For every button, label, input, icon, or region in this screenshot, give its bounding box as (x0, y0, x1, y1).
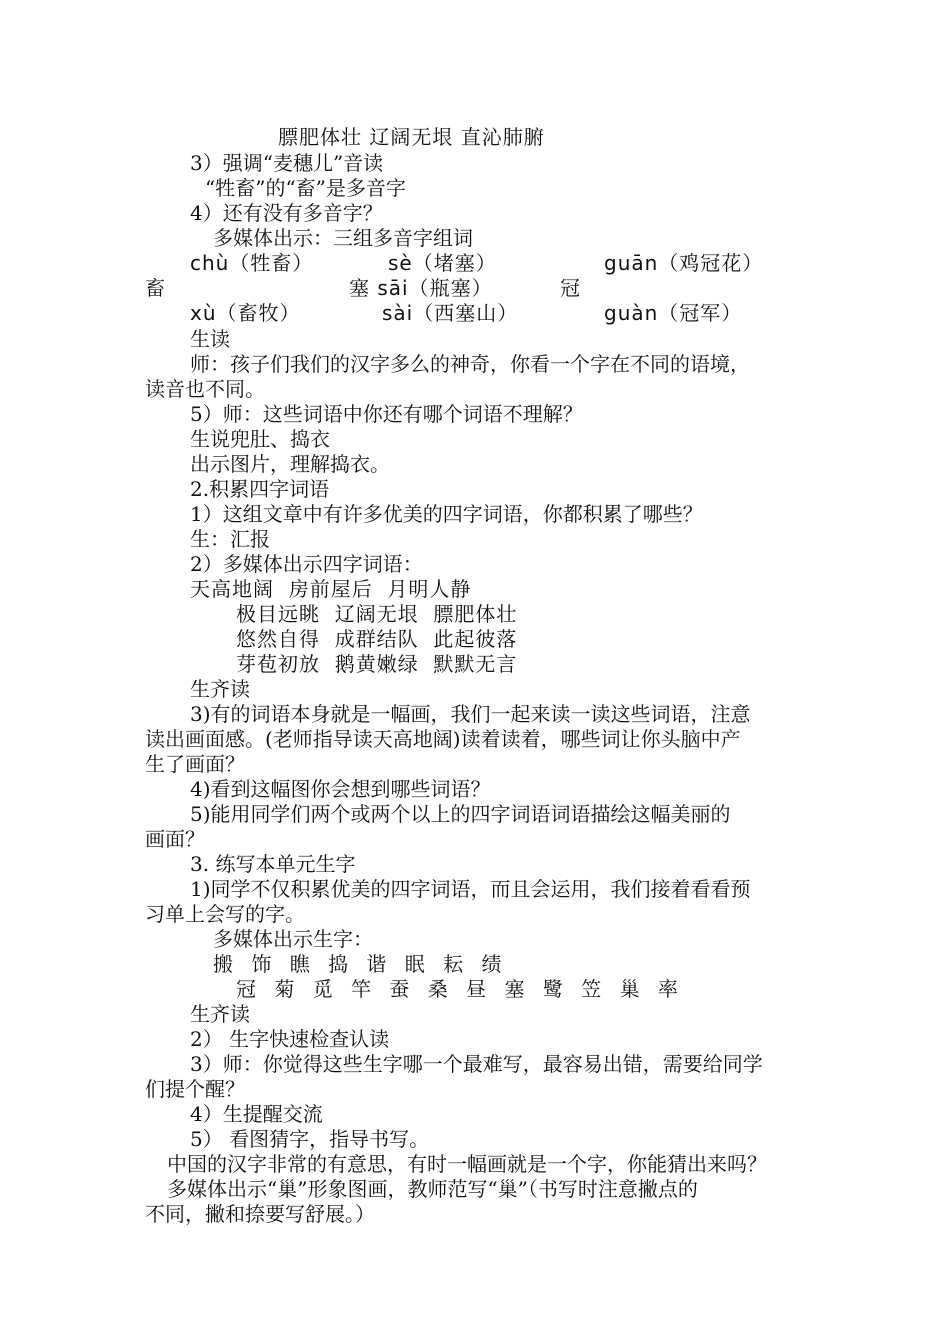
text-line: 3)有的词语本身就是一幅画，我们一起来读一读这些词语，注意 (190, 702, 751, 726)
text-line: 多媒体出示生字： (213, 927, 373, 951)
text-line: 4）还有没有多音字？ (190, 201, 383, 225)
text-line: 4）生提醒交流 (190, 1102, 323, 1126)
text-line: “牲畜”的“畜”是多音字 (205, 176, 406, 200)
text-line: 1）这组文章中有许多优美的四字词语，你都积累了哪些？ (190, 502, 703, 526)
polyphone-item: chù（牲畜） (190, 251, 314, 275)
text-line: 2） 生字快速检查认读 (190, 1027, 390, 1051)
idiom-row: 芽苞初放 鹅黄嫩绿 默默无言 (236, 652, 518, 676)
text-line: 画面？ (145, 827, 205, 851)
idiom-row: 天高地阔 房前屋后 月明人静 (190, 577, 472, 601)
polyphone-item: 塞 sāi（瓶塞） (349, 276, 493, 300)
text-line: 3）强调“麦穗儿”音读 (190, 151, 384, 175)
text-line: 中国的汉字非常的有意思，有时一幅画就是一个字，你能猜出来吗？ (167, 1152, 767, 1176)
text-line: 读出画面感。(老师指导读天高地阔)读着读着，哪些词让你头脑中产 (145, 727, 741, 751)
idiom-row: 悠然自得 成群结队 此起彼落 (236, 627, 518, 651)
text-line: 生了画面？ (145, 752, 245, 776)
polyphone-character: 畜 (145, 276, 166, 300)
text-line: 多媒体出示“巢”形象图画，教师范写“巢”（书写时注意撇点的 (167, 1177, 698, 1201)
polyphone-item: sài（西塞山） (382, 301, 519, 325)
text-line: 5）师：这些词语中你还有哪个词语不理解？ (190, 402, 583, 426)
text-line: 生读 (190, 327, 230, 351)
text-line: 师：孩子们我们的汉字多么的神奇，你看一个字在不同的语境， (190, 352, 750, 376)
text-line: 读音也不同。 (145, 377, 265, 401)
text-line: 膘肥体壮 辽阔无垠 直沁肺腑 (278, 125, 545, 149)
text-line: 生齐读 (190, 677, 250, 701)
text-line: 生说兜肚、捣衣 (190, 427, 330, 451)
polyphone-character: 冠 (560, 276, 581, 300)
text-line: 生：汇报 (190, 527, 270, 551)
text-line: 生齐读 (190, 1002, 250, 1026)
polyphone-item: guān（鸡冠花） (604, 251, 764, 275)
idiom-row: 极目远眺 辽阔无垠 膘肥体壮 (236, 602, 518, 626)
polyphone-item: guàn（冠军） (604, 301, 743, 325)
section-heading: 2.积累四字词语 (190, 477, 330, 501)
text-line: 4)看到这幅图你会想到哪些词语？ (190, 777, 491, 801)
text-line: 不同，撇和捺要写舒展。） (145, 1202, 375, 1226)
text-line: 3）师：你觉得这些生字哪一个最难写，最容易出错，需要给同学 (190, 1052, 763, 1076)
polyphone-item: xù（畜牧） (190, 301, 301, 325)
text-line: 5)能用同学们两个或两个以上的四字词语词语描绘这幅美丽的 (190, 802, 731, 826)
text-line: 们提个醒？ (145, 1077, 245, 1101)
text-line: 出示图片，理解捣衣。 (190, 452, 390, 476)
polyphone-item: sè（堵塞） (388, 251, 497, 275)
text-line: 多媒体出示：三组多音字组词 (213, 226, 473, 250)
character-row: 冠 菊 觅 竿 蚕 桑 昼 塞 鹭 笠 巢 率 (236, 977, 684, 1001)
character-row: 搬 饰 瞧 捣 谐 眠 耘 绩 (213, 952, 508, 976)
section-heading: 3. 练写本单元生字 (190, 852, 356, 876)
text-line: 习单上会写的字。 (145, 902, 305, 926)
text-line: 5） 看图猜字，指导书写。 (190, 1127, 430, 1151)
text-line: 1)同学不仅积累优美的四字词语，而且会运用，我们接着看看预 (190, 877, 751, 901)
text-line: 2）多媒体出示四字词语： (190, 552, 423, 576)
